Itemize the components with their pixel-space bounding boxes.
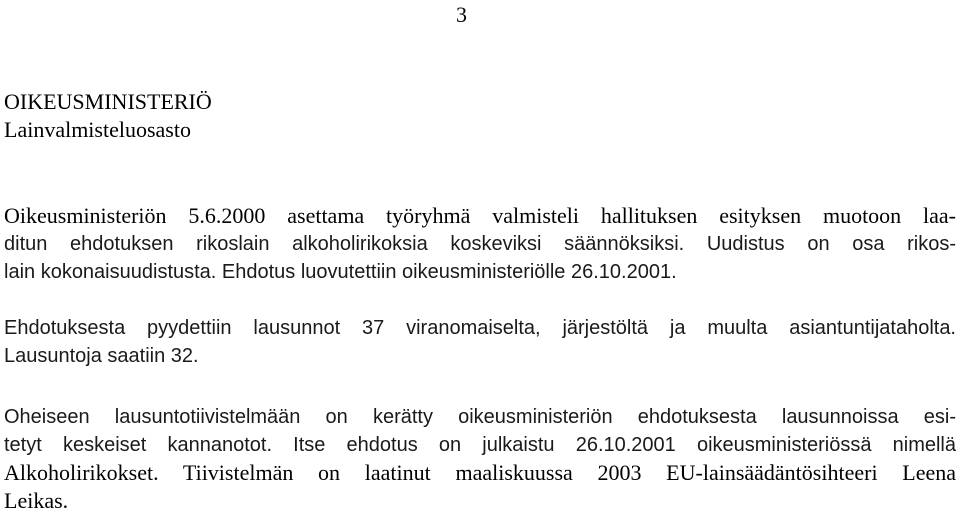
paragraph-1-line-1: Oikeusministeriön 5.6.2000 asettama työryhmä valmisteli hallituksen esityksen muotoon laa-: [4, 203, 956, 228]
paragraph-1: [4, 202, 956, 286]
paragraph-1-line-2: ditun ehdotuksen rikoslain alkoholirikoksia koskeviksi säännöksiksi. Uudistus on osa rikos-: [4, 233, 956, 255]
paragraph-3: [4, 403, 956, 515]
paragraph-3-line-1: Oheiseen lausuntotiivistelmään on kerätty oikeusministeriön ehdotuksesta lausunnoissa esi-: [4, 406, 956, 428]
paragraph-2-line-1: Ehdotuksesta pyydettiin lausunnot 37 viranomaiselta, järjestöltä ja muulta asiantuntijataholta.: [4, 317, 956, 339]
page-number: 3: [456, 2, 467, 27]
paragraph-2: [4, 314, 956, 370]
paragraph-3-line-4: Leikas.: [4, 488, 69, 513]
paragraph-2-line-2: Lausuntoja saatiin 32.: [4, 345, 199, 367]
ministry-header: [4, 88, 212, 144]
paragraph-1-line-3: lain kokonaisuudistusta. Ehdotus luovutettiin oikeusministeriölle 26.10.2001.: [4, 261, 677, 283]
paragraph-3-line-2: tetyt keskeiset kannanotot. Itse ehdotus on julkaistu 26.10.2001 oikeusministeriössä nimellä: [4, 434, 956, 456]
department-name: Lainvalmisteluosasto: [4, 117, 191, 142]
ministry-name: OIKEUSMINISTERIÖ: [4, 89, 212, 114]
paragraph-3-line-3: Alkoholirikokset. Tiivistelmän on laatinut maaliskuussa 2003 EU-lainsäädäntösihteeri Leena: [4, 460, 956, 485]
